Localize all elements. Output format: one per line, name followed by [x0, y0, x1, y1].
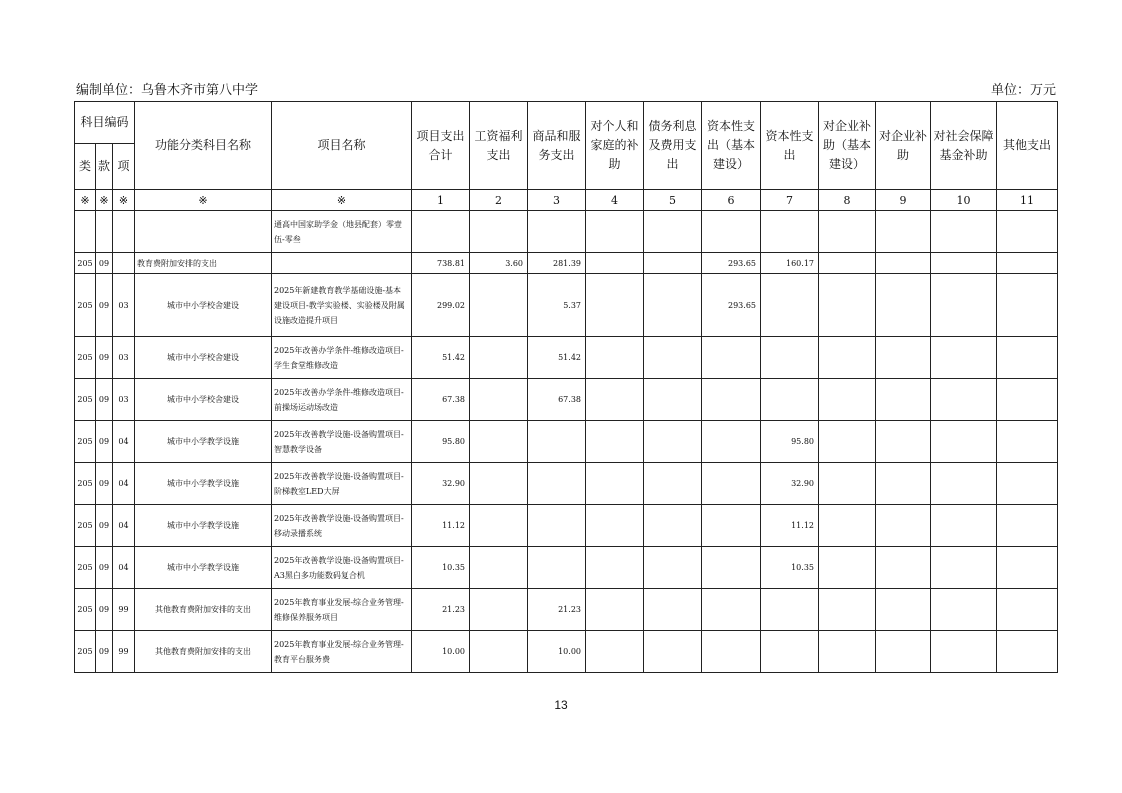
- capital-basic-cell: [702, 589, 761, 631]
- total-cell: 738.81: [412, 253, 470, 274]
- header-personal: 对个人和家庭的补助: [586, 102, 644, 190]
- enterprise-basic-cell: [819, 211, 876, 253]
- header-enterprise-basic: 对企业补助（基本建设）: [819, 102, 876, 190]
- header-goods: 商品和服务支出: [528, 102, 586, 190]
- xiang-cell: 03: [113, 337, 135, 379]
- xiang-cell: 99: [113, 631, 135, 673]
- header-code-group: 科目编码: [75, 102, 135, 144]
- xiang-cell: 04: [113, 547, 135, 589]
- table-row: [75, 253, 1058, 274]
- salary-cell: 3.60: [470, 253, 528, 274]
- capital-basic-cell: [702, 421, 761, 463]
- personal-cell: [586, 253, 644, 274]
- goods-cell: 281.39: [528, 253, 586, 274]
- goods-cell: 67.38: [528, 379, 586, 421]
- mark-cell: 7: [761, 190, 819, 211]
- social-cell: [931, 631, 997, 673]
- kuan-cell: 09: [96, 421, 113, 463]
- debt-cell: [644, 463, 702, 505]
- goods-cell: [528, 421, 586, 463]
- personal-cell: [586, 379, 644, 421]
- total-cell: 32.90: [412, 463, 470, 505]
- capital-cell: 10.35: [761, 547, 819, 589]
- goods-cell: 51.42: [528, 337, 586, 379]
- lei-cell: 205: [75, 505, 96, 547]
- function-name-cell: 其他教育费附加安排的支出: [135, 631, 272, 673]
- salary-cell: [470, 211, 528, 253]
- other-cell: [997, 337, 1058, 379]
- header-social: 对社会保障基金补助: [931, 102, 997, 190]
- enterprise-cell: [876, 589, 931, 631]
- header-project-name: 项目名称: [272, 102, 412, 190]
- capital-cell: [761, 337, 819, 379]
- project-name-cell: [272, 253, 412, 274]
- total-cell: 21.23: [412, 589, 470, 631]
- capital-basic-cell: [702, 211, 761, 253]
- social-cell: [931, 274, 997, 337]
- xiang-cell: [113, 253, 135, 274]
- enterprise-cell: [876, 211, 931, 253]
- capital-basic-cell: [702, 631, 761, 673]
- kuan-cell: 09: [96, 631, 113, 673]
- xiang-cell: 03: [113, 379, 135, 421]
- kuan-cell: 09: [96, 505, 113, 547]
- xiang-cell: [113, 211, 135, 253]
- column-index-row: [75, 190, 1058, 211]
- total-cell: 67.38: [412, 379, 470, 421]
- enterprise-basic-cell: [819, 589, 876, 631]
- function-name-cell: [135, 211, 272, 253]
- project-name-cell: 2025年改善教学设施-设备购置项目-移动录播系统: [272, 505, 412, 547]
- function-name-cell: 城市中小学教学设施: [135, 421, 272, 463]
- total-cell: 95.80: [412, 421, 470, 463]
- lei-cell: 205: [75, 379, 96, 421]
- enterprise-cell: [876, 253, 931, 274]
- table-row: [75, 211, 1058, 253]
- social-cell: [931, 421, 997, 463]
- mark-cell: 11: [997, 190, 1058, 211]
- project-name-cell: 2025年改善教学设施-设备购置项目-A3黑白多功能数码复合机: [272, 547, 412, 589]
- capital-cell: 160.17: [761, 253, 819, 274]
- header-salary: 工资福利支出: [470, 102, 528, 190]
- capital-cell: [761, 631, 819, 673]
- enterprise-basic-cell: [819, 274, 876, 337]
- salary-cell: [470, 274, 528, 337]
- goods-cell: [528, 463, 586, 505]
- personal-cell: [586, 505, 644, 547]
- table-row: [75, 463, 1058, 505]
- header-kuan: 款: [96, 144, 113, 190]
- kuan-cell: 09: [96, 274, 113, 337]
- table-row: [75, 547, 1058, 589]
- lei-cell: 205: [75, 589, 96, 631]
- personal-cell: [586, 421, 644, 463]
- function-name-cell: 城市中小学校舍建设: [135, 379, 272, 421]
- project-name-cell: 通高中国家助学金（地县配套）零壹伍-零叁: [272, 211, 412, 253]
- compiling-unit: 编制单位：乌鲁木齐市第八中学: [76, 83, 259, 98]
- capital-basic-cell: [702, 505, 761, 547]
- xiang-cell: 04: [113, 421, 135, 463]
- goods-cell: 5.37: [528, 274, 586, 337]
- goods-cell: 10.00: [528, 631, 586, 673]
- social-cell: [931, 547, 997, 589]
- project-name-cell: 2025年改善教学设施-设备购置项目-智慧教学设备: [272, 421, 412, 463]
- enterprise-basic-cell: [819, 337, 876, 379]
- debt-cell: [644, 589, 702, 631]
- lei-cell: 205: [75, 463, 96, 505]
- other-cell: [997, 589, 1058, 631]
- capital-basic-cell: 293.65: [702, 274, 761, 337]
- table-row: [75, 589, 1058, 631]
- mark-cell: ※: [75, 190, 96, 211]
- mark-cell: 9: [876, 190, 931, 211]
- other-cell: [997, 379, 1058, 421]
- capital-basic-cell: 293.65: [702, 253, 761, 274]
- mark-cell: 5: [644, 190, 702, 211]
- enterprise-cell: [876, 463, 931, 505]
- personal-cell: [586, 547, 644, 589]
- function-name-cell: 城市中小学教学设施: [135, 547, 272, 589]
- header-function-name: 功能分类科目名称: [135, 102, 272, 190]
- function-name-cell: 城市中小学校舍建设: [135, 337, 272, 379]
- social-cell: [931, 505, 997, 547]
- function-name-cell: 城市中小学教学设施: [135, 463, 272, 505]
- lei-cell: 205: [75, 253, 96, 274]
- enterprise-cell: [876, 505, 931, 547]
- capital-basic-cell: [702, 379, 761, 421]
- debt-cell: [644, 505, 702, 547]
- enterprise-basic-cell: [819, 631, 876, 673]
- enterprise-cell: [876, 631, 931, 673]
- goods-cell: [528, 211, 586, 253]
- enterprise-cell: [876, 274, 931, 337]
- other-cell: [997, 463, 1058, 505]
- capital-cell: 11.12: [761, 505, 819, 547]
- enterprise-cell: [876, 337, 931, 379]
- header-capital-basic: 资本性支出（基本建设）: [702, 102, 761, 190]
- enterprise-cell: [876, 547, 931, 589]
- capital-cell: 95.80: [761, 421, 819, 463]
- table-row: [75, 274, 1058, 337]
- kuan-cell: [96, 211, 113, 253]
- total-cell: 10.00: [412, 631, 470, 673]
- header-lei: 类: [75, 144, 96, 190]
- goods-cell: 21.23: [528, 589, 586, 631]
- table-row: [75, 337, 1058, 379]
- social-cell: [931, 253, 997, 274]
- debt-cell: [644, 337, 702, 379]
- enterprise-basic-cell: [819, 379, 876, 421]
- project-name-cell: 2025年教育事业发展-综合业务管理-维修保养服务项目: [272, 589, 412, 631]
- enterprise-basic-cell: [819, 463, 876, 505]
- total-cell: 10.35: [412, 547, 470, 589]
- budget-table: [74, 101, 1058, 673]
- lei-cell: [75, 211, 96, 253]
- capital-basic-cell: [702, 337, 761, 379]
- table-row: [75, 505, 1058, 547]
- social-cell: [931, 463, 997, 505]
- debt-cell: [644, 547, 702, 589]
- social-cell: [931, 211, 997, 253]
- project-name-cell: 2025年教育事业发展-综合业务管理-教育平台服务费: [272, 631, 412, 673]
- kuan-cell: 09: [96, 547, 113, 589]
- header-total: 项目支出合计: [412, 102, 470, 190]
- header-capital: 资本性支出: [761, 102, 819, 190]
- other-cell: [997, 505, 1058, 547]
- table-row: [75, 631, 1058, 673]
- total-cell: 11.12: [412, 505, 470, 547]
- personal-cell: [586, 631, 644, 673]
- enterprise-basic-cell: [819, 421, 876, 463]
- header-enterprise: 对企业补助: [876, 102, 931, 190]
- social-cell: [931, 379, 997, 421]
- salary-cell: [470, 547, 528, 589]
- project-name-cell: 2025年改善办学条件-维修改造项目-学生食堂维修改造: [272, 337, 412, 379]
- xiang-cell: 04: [113, 463, 135, 505]
- capital-basic-cell: [702, 463, 761, 505]
- total-cell: 51.42: [412, 337, 470, 379]
- debt-cell: [644, 211, 702, 253]
- header-xiang: 项: [113, 144, 135, 190]
- page-number: 13: [554, 698, 568, 712]
- xiang-cell: 04: [113, 505, 135, 547]
- header-debt: 债务利息及费用支出: [644, 102, 702, 190]
- salary-cell: [470, 631, 528, 673]
- salary-cell: [470, 337, 528, 379]
- kuan-cell: 09: [96, 589, 113, 631]
- enterprise-basic-cell: [819, 505, 876, 547]
- salary-cell: [470, 505, 528, 547]
- enterprise-cell: [876, 421, 931, 463]
- mark-cell: 3: [528, 190, 586, 211]
- project-name-cell: 2025年新建教育教学基础设施-基本建设项目-教学实验楼、实验楼及附属设施改造提升项目: [272, 274, 412, 337]
- mark-cell: ※: [96, 190, 113, 211]
- mark-cell: 4: [586, 190, 644, 211]
- kuan-cell: 09: [96, 379, 113, 421]
- header-other: 其他支出: [997, 102, 1058, 190]
- kuan-cell: 09: [96, 253, 113, 274]
- personal-cell: [586, 211, 644, 253]
- salary-cell: [470, 589, 528, 631]
- mark-cell: 6: [702, 190, 761, 211]
- debt-cell: [644, 421, 702, 463]
- other-cell: [997, 253, 1058, 274]
- table-body: [75, 211, 1058, 673]
- mark-cell: 10: [931, 190, 997, 211]
- goods-cell: [528, 547, 586, 589]
- enterprise-basic-cell: [819, 547, 876, 589]
- other-cell: [997, 421, 1058, 463]
- project-name-cell: 2025年改善办学条件-维修改造项目-前操场运动场改造: [272, 379, 412, 421]
- function-name-cell: 城市中小学校舍建设: [135, 274, 272, 337]
- capital-cell: 32.90: [761, 463, 819, 505]
- mark-cell: 2: [470, 190, 528, 211]
- salary-cell: [470, 421, 528, 463]
- total-cell: [412, 211, 470, 253]
- personal-cell: [586, 463, 644, 505]
- social-cell: [931, 337, 997, 379]
- debt-cell: [644, 253, 702, 274]
- debt-cell: [644, 631, 702, 673]
- debt-cell: [644, 274, 702, 337]
- other-cell: [997, 547, 1058, 589]
- lei-cell: 205: [75, 631, 96, 673]
- capital-cell: [761, 379, 819, 421]
- function-name-cell: 其他教育费附加安排的支出: [135, 589, 272, 631]
- kuan-cell: 09: [96, 337, 113, 379]
- capital-cell: [761, 274, 819, 337]
- table-row: [75, 421, 1058, 463]
- other-cell: [997, 211, 1058, 253]
- goods-cell: [528, 505, 586, 547]
- table-row: [75, 379, 1058, 421]
- lei-cell: 205: [75, 274, 96, 337]
- lei-cell: 205: [75, 547, 96, 589]
- mark-cell: 1: [412, 190, 470, 211]
- capital-cell: [761, 589, 819, 631]
- salary-cell: [470, 463, 528, 505]
- xiang-cell: 03: [113, 274, 135, 337]
- salary-cell: [470, 379, 528, 421]
- other-cell: [997, 631, 1058, 673]
- personal-cell: [586, 589, 644, 631]
- kuan-cell: 09: [96, 463, 113, 505]
- capital-basic-cell: [702, 547, 761, 589]
- mark-cell: 8: [819, 190, 876, 211]
- mark-cell: ※: [113, 190, 135, 211]
- function-name-cell: 教育费附加安排的支出: [135, 253, 272, 274]
- enterprise-basic-cell: [819, 253, 876, 274]
- enterprise-cell: [876, 379, 931, 421]
- total-cell: 299.02: [412, 274, 470, 337]
- mark-cell: ※: [135, 190, 272, 211]
- social-cell: [931, 589, 997, 631]
- personal-cell: [586, 274, 644, 337]
- lei-cell: 205: [75, 421, 96, 463]
- lei-cell: 205: [75, 337, 96, 379]
- personal-cell: [586, 337, 644, 379]
- other-cell: [997, 274, 1058, 337]
- xiang-cell: 99: [113, 589, 135, 631]
- currency-unit: 单位：万元: [990, 83, 1056, 98]
- capital-cell: [761, 211, 819, 253]
- function-name-cell: 城市中小学教学设施: [135, 505, 272, 547]
- debt-cell: [644, 379, 702, 421]
- project-name-cell: 2025年改善教学设施-设备购置项目-阶梯教室LED大屏: [272, 463, 412, 505]
- mark-cell: ※: [272, 190, 412, 211]
